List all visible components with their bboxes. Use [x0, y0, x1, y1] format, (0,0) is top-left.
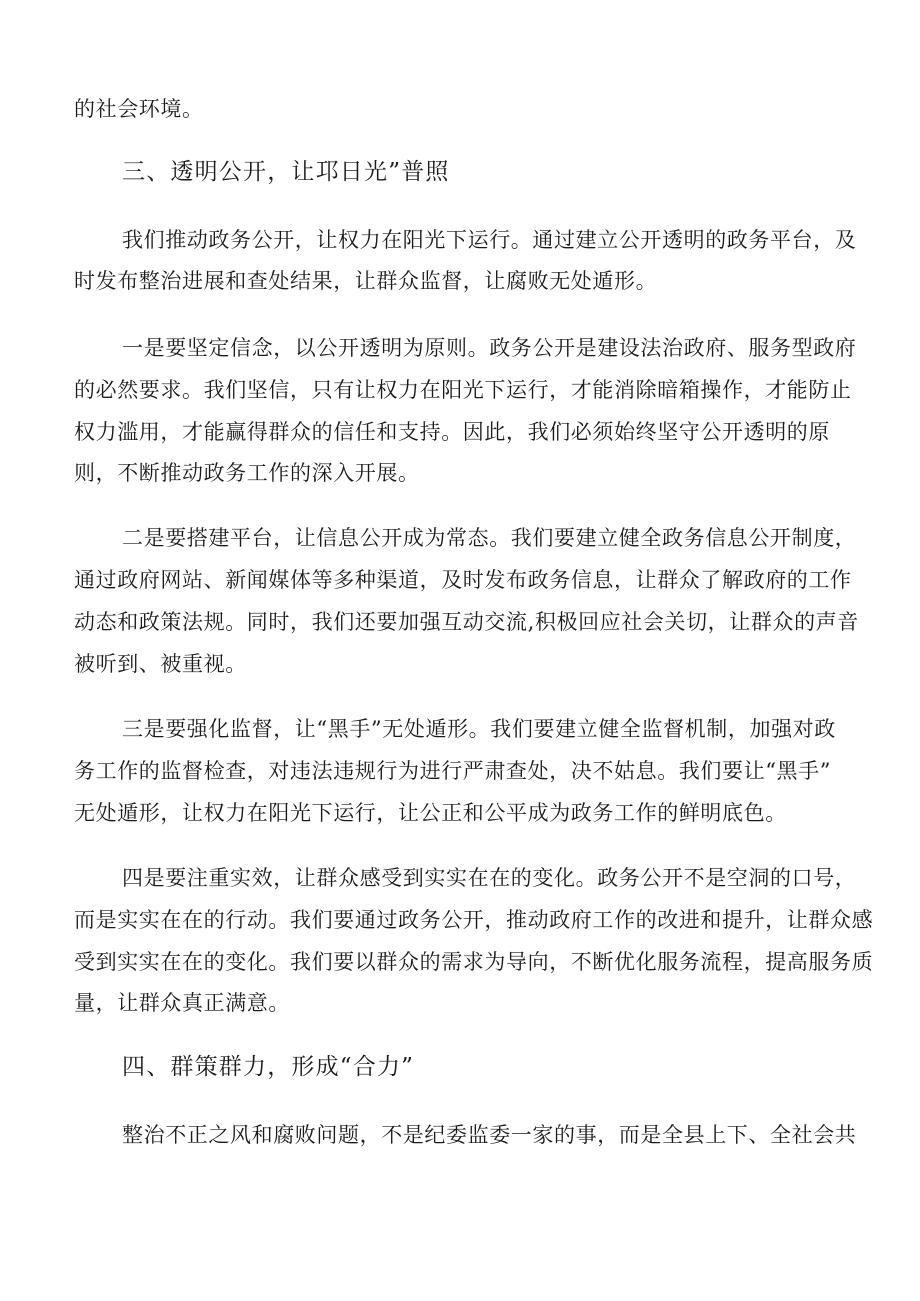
paragraph-line: 则，不断推动政务工作的深入开展。 [74, 461, 420, 485]
paragraph-line: 被听到、被重视。 [74, 652, 247, 676]
paragraph-line: 二是要搭建平台，让信息公开成为常态。我们要建立健全政务信息公开制度， [122, 526, 857, 550]
paragraph-line: 无处遁形，让权力在阳光下运行，让公正和公平成为政务工作的鲜明底色。 [74, 801, 787, 825]
paragraph-line: 动态和政策法规。同时，我们还要加强互动交流,积极回应社会关切，让群众的声音 [74, 610, 859, 634]
paragraph-line: 务工作的监督检查，对违法违规行为进行严肃查处，决不姑息。我们要让“黑手” [74, 759, 832, 783]
paragraph-line: 四是要注重实效，让群众感受到实实在在的变化。政务公开不是空洞的口号， [122, 866, 857, 890]
section-heading: 四、群策群力，形成“合力” [122, 1054, 415, 1080]
paragraph-line: 一是要坚定信念，以公开透明为原则。政务公开是建设法治政府、服务型政府 [122, 336, 857, 360]
paragraph-line: 的社会环境。 [74, 97, 204, 121]
paragraph-line: 的必然要求。我们坚信，只有让权力在阳光下运行，才能消除暗箱操作，才能防止 [74, 378, 852, 402]
paragraph-line: 三是要强化监督，让“黑手”无处遁形。我们要建立健全监督机制，加强对政 [122, 717, 836, 741]
paragraph-line: 时发布整治进展和查处结果，让群众监督，让腐败无处遁形。 [74, 269, 658, 293]
paragraph-line: 权力滥用，才能赢得群众的信任和支持。因此，我们必须始终坚守公开透明的原 [74, 420, 830, 444]
section-heading: 三、透明公开，让邛日光”普照 [122, 159, 450, 185]
paragraph-line: 受到实实在在的变化。我们要以群众的需求为导向，不断优化服务流程，提高服务质 [74, 950, 874, 974]
paragraph-line: 通过政府网站、新闻媒体等多种渠道，及时发布政务信息，让群众了解政府的工作 [74, 568, 852, 592]
paragraph-line: 量，让群众真正满意。 [74, 991, 290, 1015]
paragraph-line: 整治不正之风和腐败问题，不是纪委监委一家的事，而是全县上下、全社会共 [122, 1123, 857, 1147]
paragraph-line: 而是实实在在的行动。我们要通过政务公开，推动政府工作的改进和提升，让群众感 [74, 908, 874, 932]
paragraph-line: 我们推动政务公开，让权力在阳光下运行。通过建立公开透明的政务平台，及 [122, 228, 857, 252]
